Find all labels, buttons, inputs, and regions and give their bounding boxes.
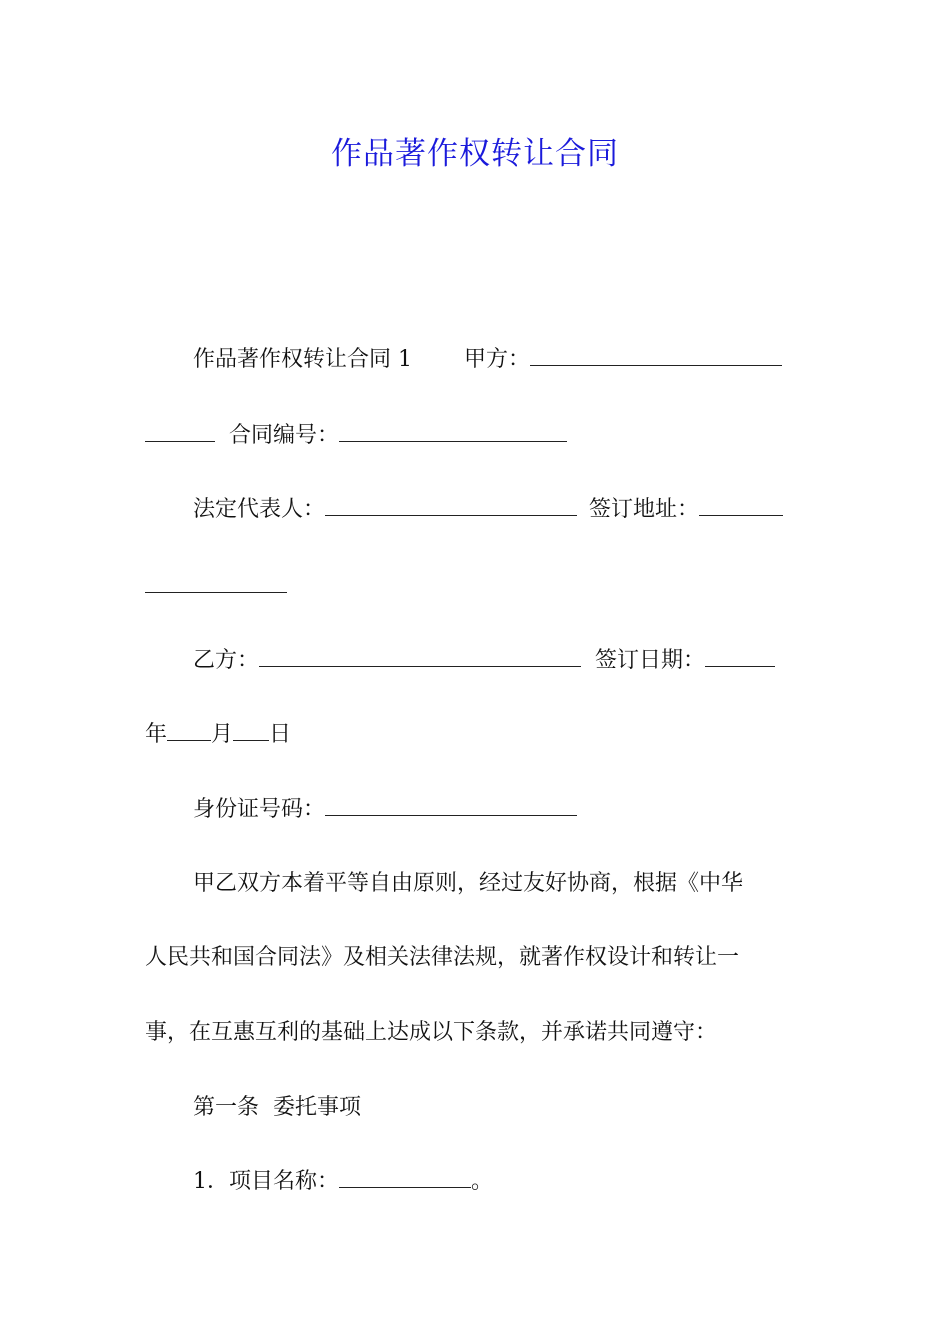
- sign-place-label: 签订地址：: [589, 497, 700, 522]
- line-sign-place-cont: [145, 572, 287, 602]
- line-heading-party-a: [193, 345, 782, 375]
- party-a-label: 甲方：: [464, 347, 531, 372]
- item1-end: 。: [471, 1169, 494, 1194]
- id-blank[interactable]: [325, 795, 577, 816]
- month-label: 月: [211, 722, 234, 747]
- line-date: [145, 720, 291, 750]
- contract-no-blank[interactable]: [339, 421, 567, 442]
- month-blank[interactable]: [167, 720, 211, 741]
- legal-rep-blank[interactable]: [325, 495, 577, 516]
- contract-heading: 作品著作权转让合同 1: [193, 347, 412, 372]
- party-a-blank[interactable]: [530, 345, 782, 366]
- contract-no-label: 合同编号：: [229, 423, 340, 448]
- project-name-blank[interactable]: [339, 1167, 471, 1188]
- para1-line1: 甲乙双方本着平等自由原则，经过友好协商，根据《中华: [193, 871, 744, 896]
- year-label: 年: [145, 722, 168, 747]
- item1-line: [193, 1167, 493, 1197]
- party-a-blank-cont[interactable]: [145, 421, 215, 442]
- line-contract-no: [145, 421, 567, 451]
- document-title: 作品著作权转让合同: [331, 136, 619, 172]
- item1-label: 1．项目名称：: [193, 1169, 339, 1194]
- article1-title: 第一条 委托事项: [193, 1095, 361, 1120]
- party-b-label: 乙方：: [193, 648, 260, 673]
- para1-line2: 人民共和国合同法》及相关法律法规，就著作权设计和转让一: [145, 945, 740, 970]
- sign-date-year-blank[interactable]: [705, 646, 775, 667]
- day-label: 日: [269, 722, 292, 747]
- legal-rep-label: 法定代表人：: [193, 497, 326, 522]
- day-blank[interactable]: [233, 720, 269, 741]
- para1-line3: 事，在互惠互利的基础上达成以下条款，并承诺共同遵守：: [145, 1020, 718, 1045]
- line-legal-rep: [193, 495, 783, 525]
- party-b-blank[interactable]: [259, 646, 581, 667]
- line-id: [193, 795, 577, 825]
- id-label: 身份证号码：: [193, 797, 326, 822]
- sign-place-blank-cont[interactable]: [145, 572, 287, 593]
- line-party-b: [193, 646, 775, 676]
- sign-date-label: 签订日期：: [595, 648, 706, 673]
- sign-place-blank[interactable]: [699, 495, 783, 516]
